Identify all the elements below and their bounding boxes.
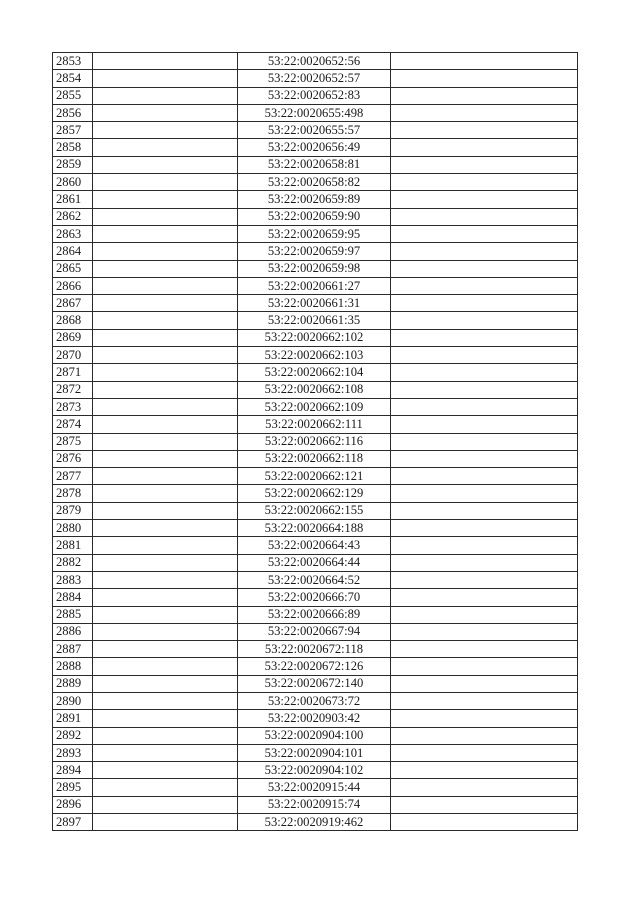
cadastral-number-cell: 53:22:0020662:109: [238, 398, 391, 415]
cadastral-number-cell: 53:22:0020667:94: [238, 623, 391, 640]
table-row: [53, 416, 578, 433]
table-row: [53, 641, 578, 658]
empty-cell: [391, 208, 578, 225]
cadastral-number-cell: 53:22:0020673:72: [238, 692, 391, 709]
cadastral-number-cell: 53:22:0020662:102: [238, 329, 391, 346]
empty-cell: [391, 174, 578, 191]
empty-cell: [391, 606, 578, 623]
cadastral-number-cell: 53:22:0020672:140: [238, 675, 391, 692]
empty-cell: [391, 571, 578, 588]
empty-cell: [93, 762, 238, 779]
row-number-cell: 2892: [53, 727, 93, 744]
empty-cell: [93, 450, 238, 467]
empty-cell: [93, 554, 238, 571]
table-row: [53, 762, 578, 779]
table-row: [53, 710, 578, 727]
empty-cell: [391, 277, 578, 294]
table-row: [53, 485, 578, 502]
empty-cell: [391, 104, 578, 121]
table-row: [53, 243, 578, 260]
row-number-cell: 2871: [53, 364, 93, 381]
row-number-cell: 2857: [53, 122, 93, 139]
empty-cell: [391, 641, 578, 658]
row-number-cell: 2869: [53, 329, 93, 346]
empty-cell: [391, 554, 578, 571]
cadastral-number-cell: 53:22:0020662:155: [238, 502, 391, 519]
row-number-cell: 2887: [53, 641, 93, 658]
empty-cell: [391, 347, 578, 364]
row-number-cell: 2886: [53, 623, 93, 640]
empty-cell: [391, 364, 578, 381]
row-number-cell: 2884: [53, 589, 93, 606]
row-number-cell: 2859: [53, 156, 93, 173]
table-row: [53, 364, 578, 381]
row-number-cell: 2868: [53, 312, 93, 329]
cadastral-number-table: [52, 52, 578, 831]
row-number-cell: 2888: [53, 658, 93, 675]
empty-cell: [391, 312, 578, 329]
cadastral-number-cell: 53:22:0020672:118: [238, 641, 391, 658]
cadastral-number-cell: 53:22:0020915:44: [238, 779, 391, 796]
empty-cell: [391, 675, 578, 692]
row-number-cell: 2858: [53, 139, 93, 156]
row-number-cell: 2872: [53, 381, 93, 398]
table-row: [53, 70, 578, 87]
table-row: [53, 450, 578, 467]
empty-cell: [93, 53, 238, 70]
empty-cell: [93, 364, 238, 381]
empty-cell: [391, 762, 578, 779]
empty-cell: [93, 122, 238, 139]
cadastral-number-cell: 53:22:0020658:81: [238, 156, 391, 173]
cadastral-number-cell: 53:22:0020664:188: [238, 520, 391, 537]
row-number-cell: 2883: [53, 571, 93, 588]
table-row: [53, 191, 578, 208]
empty-cell: [391, 139, 578, 156]
empty-cell: [93, 520, 238, 537]
empty-cell: [391, 398, 578, 415]
empty-cell: [93, 727, 238, 744]
table-row: [53, 398, 578, 415]
row-number-cell: 2863: [53, 225, 93, 242]
empty-cell: [391, 814, 578, 831]
empty-cell: [93, 398, 238, 415]
table-row: [53, 277, 578, 294]
empty-cell: [391, 623, 578, 640]
table-row: [53, 139, 578, 156]
empty-cell: [391, 450, 578, 467]
empty-cell: [93, 225, 238, 242]
row-number-cell: 2854: [53, 70, 93, 87]
empty-cell: [93, 641, 238, 658]
cadastral-number-cell: 53:22:0020919:462: [238, 814, 391, 831]
row-number-cell: 2855: [53, 87, 93, 104]
row-number-cell: 2893: [53, 744, 93, 761]
empty-cell: [93, 710, 238, 727]
cadastral-number-cell: 53:22:0020903:42: [238, 710, 391, 727]
empty-cell: [93, 174, 238, 191]
row-number-cell: 2879: [53, 502, 93, 519]
cadastral-number-cell: 53:22:0020655:57: [238, 122, 391, 139]
row-number-cell: 2881: [53, 537, 93, 554]
empty-cell: [93, 692, 238, 709]
table-row: [53, 122, 578, 139]
row-number-cell: 2864: [53, 243, 93, 260]
cadastral-number-cell: 53:22:0020659:97: [238, 243, 391, 260]
row-number-cell: 2897: [53, 814, 93, 831]
row-number-cell: 2880: [53, 520, 93, 537]
cadastral-number-cell: 53:22:0020662:103: [238, 347, 391, 364]
empty-cell: [391, 658, 578, 675]
row-number-cell: 2895: [53, 779, 93, 796]
cadastral-number-cell: 53:22:0020659:98: [238, 260, 391, 277]
cadastral-number-cell: 53:22:0020904:101: [238, 744, 391, 761]
empty-cell: [391, 243, 578, 260]
table-row: [53, 502, 578, 519]
empty-cell: [391, 122, 578, 139]
empty-cell: [391, 433, 578, 450]
empty-cell: [391, 381, 578, 398]
table-row: [53, 260, 578, 277]
cadastral-number-cell: 53:22:0020661:31: [238, 295, 391, 312]
empty-cell: [93, 623, 238, 640]
empty-cell: [93, 70, 238, 87]
row-number-cell: 2890: [53, 692, 93, 709]
cadastral-number-cell: 53:22:0020662:118: [238, 450, 391, 467]
empty-cell: [391, 744, 578, 761]
empty-cell: [391, 779, 578, 796]
row-number-cell: 2860: [53, 174, 93, 191]
empty-cell: [93, 295, 238, 312]
empty-cell: [93, 312, 238, 329]
cadastral-number-cell: 53:22:0020659:90: [238, 208, 391, 225]
row-number-cell: 2885: [53, 606, 93, 623]
empty-cell: [391, 589, 578, 606]
empty-cell: [93, 104, 238, 121]
empty-cell: [93, 779, 238, 796]
table-row: [53, 744, 578, 761]
empty-cell: [93, 675, 238, 692]
row-number-cell: 2891: [53, 710, 93, 727]
empty-cell: [391, 87, 578, 104]
cadastral-number-cell: 53:22:0020915:74: [238, 796, 391, 813]
cadastral-number-cell: 53:22:0020658:82: [238, 174, 391, 191]
empty-cell: [391, 520, 578, 537]
cadastral-number-cell: 53:22:0020659:89: [238, 191, 391, 208]
empty-cell: [391, 156, 578, 173]
row-number-cell: 2889: [53, 675, 93, 692]
empty-cell: [391, 796, 578, 813]
empty-cell: [93, 139, 238, 156]
cadastral-number-cell: 53:22:0020666:89: [238, 606, 391, 623]
table-body: [53, 53, 578, 831]
table-row: [53, 53, 578, 70]
table-row: [53, 381, 578, 398]
cadastral-number-cell: 53:22:0020904:100: [238, 727, 391, 744]
cadastral-number-cell: 53:22:0020662:111: [238, 416, 391, 433]
row-number-cell: 2870: [53, 347, 93, 364]
row-number-cell: 2865: [53, 260, 93, 277]
table-row: [53, 589, 578, 606]
cadastral-number-cell: 53:22:0020672:126: [238, 658, 391, 675]
cadastral-number-cell: 53:22:0020655:498: [238, 104, 391, 121]
empty-cell: [93, 208, 238, 225]
empty-cell: [93, 260, 238, 277]
table-row: [53, 727, 578, 744]
empty-cell: [93, 277, 238, 294]
empty-cell: [391, 727, 578, 744]
cadastral-number-cell: 53:22:0020662:129: [238, 485, 391, 502]
cadastral-number-cell: 53:22:0020652:56: [238, 53, 391, 70]
row-number-cell: 2894: [53, 762, 93, 779]
row-number-cell: 2878: [53, 485, 93, 502]
table-row: [53, 468, 578, 485]
empty-cell: [93, 537, 238, 554]
empty-cell: [391, 416, 578, 433]
table-row: [53, 571, 578, 588]
cadastral-number-cell: 53:22:0020662:121: [238, 468, 391, 485]
cadastral-number-cell: 53:22:0020662:116: [238, 433, 391, 450]
cadastral-number-cell: 53:22:0020664:44: [238, 554, 391, 571]
row-number-cell: 2874: [53, 416, 93, 433]
empty-cell: [391, 692, 578, 709]
empty-cell: [93, 381, 238, 398]
empty-cell: [93, 468, 238, 485]
empty-cell: [391, 502, 578, 519]
empty-cell: [93, 796, 238, 813]
empty-cell: [93, 347, 238, 364]
row-number-cell: 2866: [53, 277, 93, 294]
table-row: [53, 520, 578, 537]
cadastral-number-cell: 53:22:0020666:70: [238, 589, 391, 606]
cadastral-number-cell: 53:22:0020662:108: [238, 381, 391, 398]
row-number-cell: 2867: [53, 295, 93, 312]
row-number-cell: 2873: [53, 398, 93, 415]
table-row: [53, 675, 578, 692]
cadastral-number-cell: 53:22:0020664:43: [238, 537, 391, 554]
empty-cell: [93, 433, 238, 450]
table-row: [53, 623, 578, 640]
table-row: [53, 537, 578, 554]
table-row: [53, 87, 578, 104]
empty-cell: [391, 260, 578, 277]
row-number-cell: 2877: [53, 468, 93, 485]
empty-cell: [391, 329, 578, 346]
empty-cell: [391, 485, 578, 502]
cadastral-number-cell: 53:22:0020661:27: [238, 277, 391, 294]
empty-cell: [391, 191, 578, 208]
table-row: [53, 347, 578, 364]
table-row: [53, 796, 578, 813]
empty-cell: [93, 606, 238, 623]
empty-cell: [93, 589, 238, 606]
empty-cell: [93, 658, 238, 675]
table-row: [53, 658, 578, 675]
table-row: [53, 104, 578, 121]
cadastral-number-cell: 53:22:0020652:83: [238, 87, 391, 104]
row-number-cell: 2862: [53, 208, 93, 225]
empty-cell: [93, 485, 238, 502]
empty-cell: [93, 243, 238, 260]
table-row: [53, 329, 578, 346]
table-row: [53, 814, 578, 831]
empty-cell: [391, 710, 578, 727]
cadastral-number-cell: 53:22:0020656:49: [238, 139, 391, 156]
empty-cell: [391, 468, 578, 485]
row-number-cell: 2876: [53, 450, 93, 467]
cadastral-number-cell: 53:22:0020664:52: [238, 571, 391, 588]
empty-cell: [93, 744, 238, 761]
table-row: [53, 225, 578, 242]
table-row: [53, 779, 578, 796]
empty-cell: [391, 70, 578, 87]
empty-cell: [93, 571, 238, 588]
table-row: [53, 692, 578, 709]
row-number-cell: 2853: [53, 53, 93, 70]
empty-cell: [391, 537, 578, 554]
empty-cell: [93, 329, 238, 346]
table-row: [53, 433, 578, 450]
row-number-cell: 2882: [53, 554, 93, 571]
cadastral-number-cell: 53:22:0020904:102: [238, 762, 391, 779]
empty-cell: [391, 53, 578, 70]
empty-cell: [93, 87, 238, 104]
table-row: [53, 295, 578, 312]
cadastral-number-cell: 53:22:0020661:35: [238, 312, 391, 329]
row-number-cell: 2896: [53, 796, 93, 813]
empty-cell: [93, 502, 238, 519]
empty-cell: [93, 156, 238, 173]
cadastral-number-cell: 53:22:0020659:95: [238, 225, 391, 242]
empty-cell: [391, 225, 578, 242]
table-row: [53, 174, 578, 191]
table-row: [53, 208, 578, 225]
table-row: [53, 312, 578, 329]
row-number-cell: 2856: [53, 104, 93, 121]
row-number-cell: 2861: [53, 191, 93, 208]
table-row: [53, 156, 578, 173]
table-row: [53, 554, 578, 571]
cadastral-number-cell: 53:22:0020662:104: [238, 364, 391, 381]
empty-cell: [93, 416, 238, 433]
empty-cell: [93, 814, 238, 831]
empty-cell: [391, 295, 578, 312]
empty-cell: [93, 191, 238, 208]
table-row: [53, 606, 578, 623]
cadastral-number-cell: 53:22:0020652:57: [238, 70, 391, 87]
row-number-cell: 2875: [53, 433, 93, 450]
